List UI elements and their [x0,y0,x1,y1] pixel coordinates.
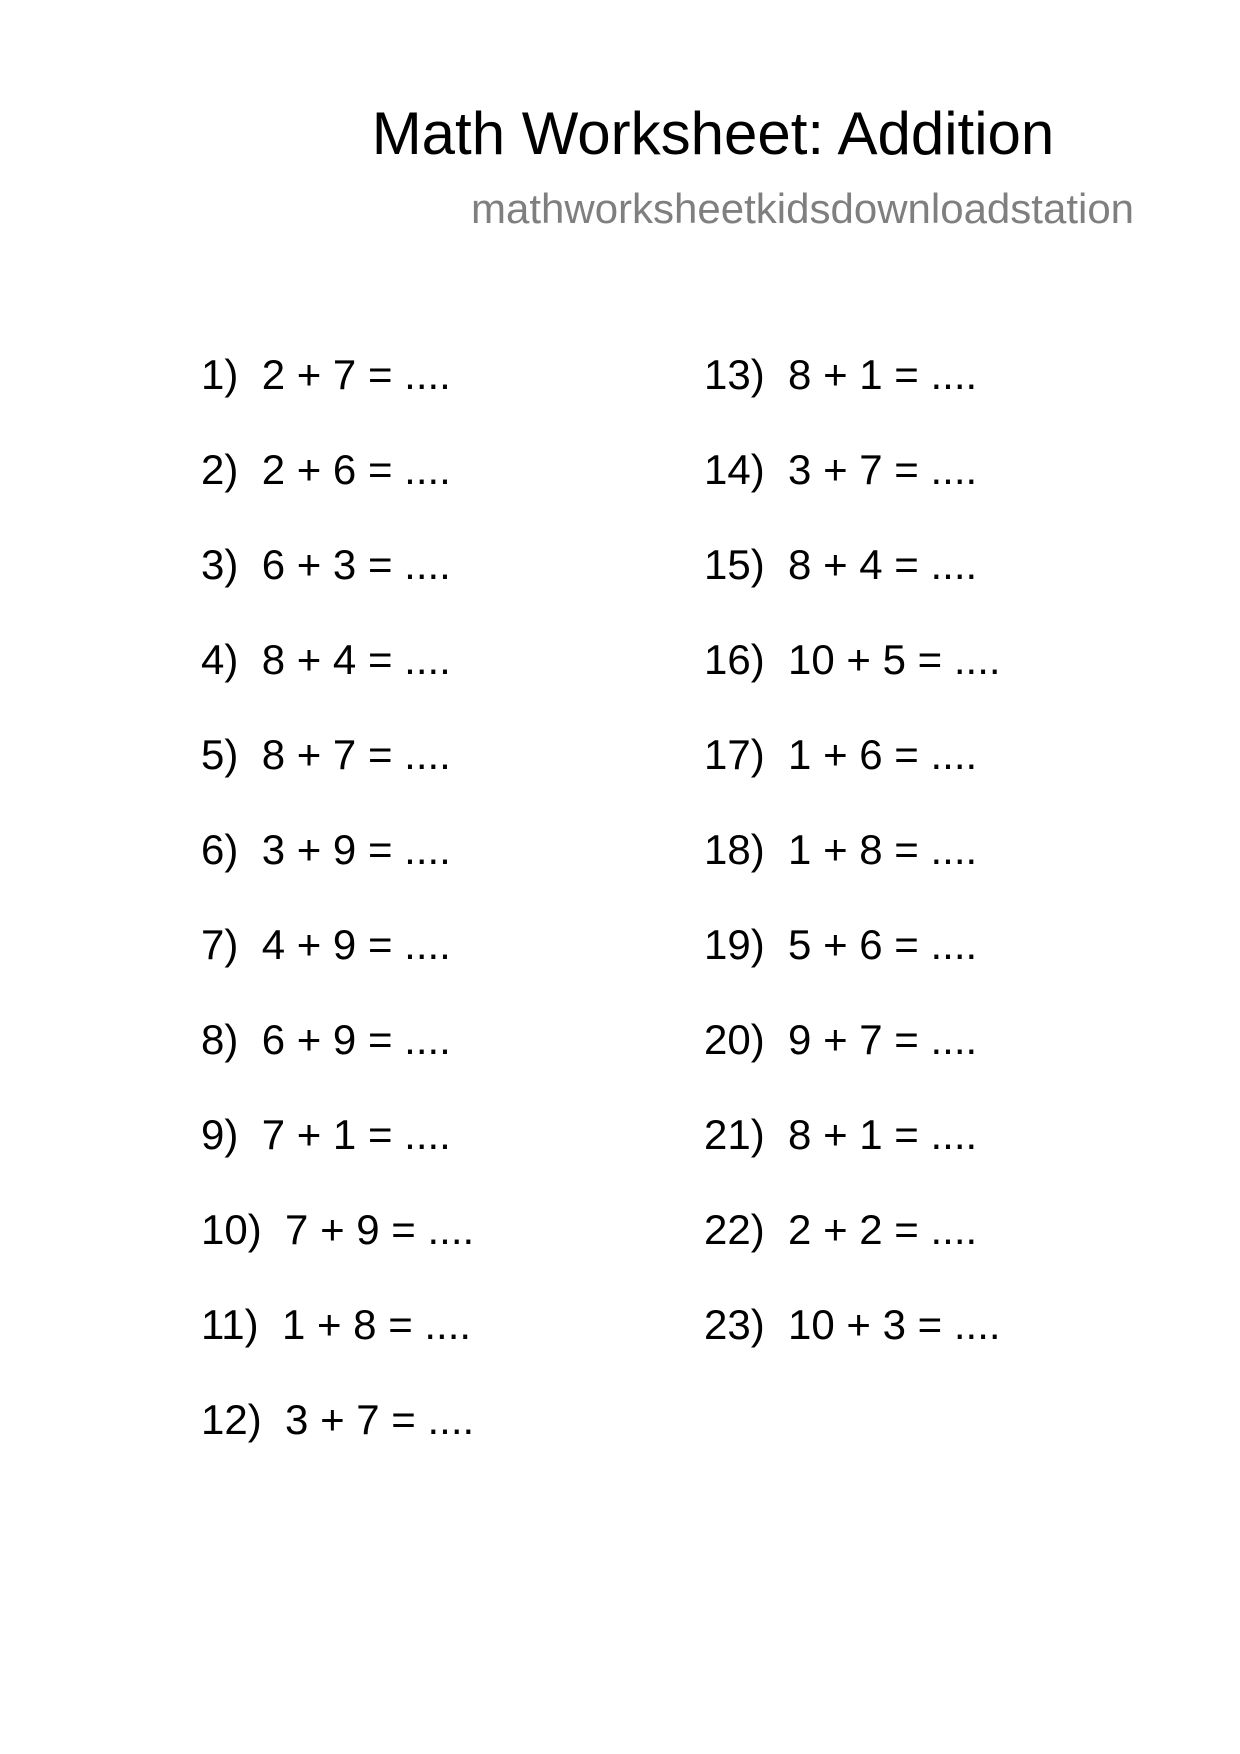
problem-number: 23) [704,1301,765,1348]
problem-expression: 8 + 7 = .... [261,731,451,778]
problem-number: 21) [704,1111,765,1158]
problem-number: 16) [704,636,765,683]
problem-item [201,1395,474,1445]
problem-expression: 7 + 9 = .... [285,1206,475,1253]
problem-expression: 2 + 7 = .... [261,351,451,398]
problem-expression: 6 + 3 = .... [261,541,451,588]
problem-expression: 8 + 1 = .... [788,351,978,398]
problem-item [201,1205,474,1255]
problem-number: 1) [201,351,239,398]
problem-number: 18) [704,826,765,873]
problem-item [704,540,977,590]
problem-item [704,825,977,875]
site-name: mathworksheetkidsdownloadstation [471,185,1135,232]
problem-number: 14) [704,446,765,493]
problem-number: 9) [201,1111,239,1158]
problem-expression: 10 + 5 = .... [788,636,1001,683]
problem-expression: 2 + 6 = .... [261,446,451,493]
problem-expression: 1 + 8 = .... [281,1301,472,1348]
problem-item [201,445,451,495]
problem-item [201,350,451,400]
problem-number: 6) [201,826,239,873]
problem-item [201,1015,451,1065]
problem-number: 12) [201,1396,262,1443]
problem-expression: 4 + 9 = .... [261,921,451,968]
problem-item [704,635,1001,685]
problem-item [704,350,977,400]
problem-number: 11) [201,1301,259,1348]
problem-number: 3) [201,541,239,588]
problem-expression: 7 + 1 = .... [261,1111,451,1158]
problem-expression: 8 + 1 = .... [788,1111,978,1158]
problem-expression: 1 + 8 = .... [788,826,978,873]
problem-number: 8) [201,1016,239,1063]
problem-expression: 6 + 9 = .... [261,1016,451,1063]
problem-number: 13) [704,351,765,398]
problem-item [704,445,977,495]
problem-number: 2) [201,446,239,493]
problem-number: 7) [201,921,239,968]
problem-number: 4) [201,636,239,683]
problem-item [704,1015,977,1065]
problem-expression: 2 + 2 = .... [788,1206,978,1253]
problem-number: 10) [201,1206,262,1253]
problem-expression: 9 + 7 = .... [788,1016,978,1063]
problem-item [704,1300,1001,1350]
problem-item [704,730,977,780]
problem-item [704,1205,977,1255]
problem-number: 19) [704,921,765,968]
problem-item [201,825,451,875]
problem-number: 20) [704,1016,765,1063]
problem-number: 15) [704,541,765,588]
page-title: Math Worksheet: Addition [371,100,1055,167]
problem-item [201,920,451,970]
problem-expression: 3 + 7 = .... [788,446,978,493]
problem-expression: 5 + 6 = .... [788,921,978,968]
problem-expression: 1 + 6 = .... [788,731,978,778]
problem-item [704,1110,977,1160]
problem-expression: 8 + 4 = .... [261,636,451,683]
problem-number: 17) [704,731,765,778]
problem-item [201,540,451,590]
problem-number: 22) [704,1206,765,1253]
problem-number: 5) [201,731,239,778]
problem-item [201,730,451,780]
problem-item [201,635,451,685]
problem-item [201,1110,451,1160]
problem-expression: 3 + 7 = .... [285,1396,475,1443]
problem-expression: 10 + 3 = .... [788,1301,1001,1348]
problem-expression: 3 + 9 = .... [261,826,451,873]
problem-item [201,1300,471,1350]
problem-item [704,920,977,970]
problem-expression: 8 + 4 = .... [788,541,978,588]
